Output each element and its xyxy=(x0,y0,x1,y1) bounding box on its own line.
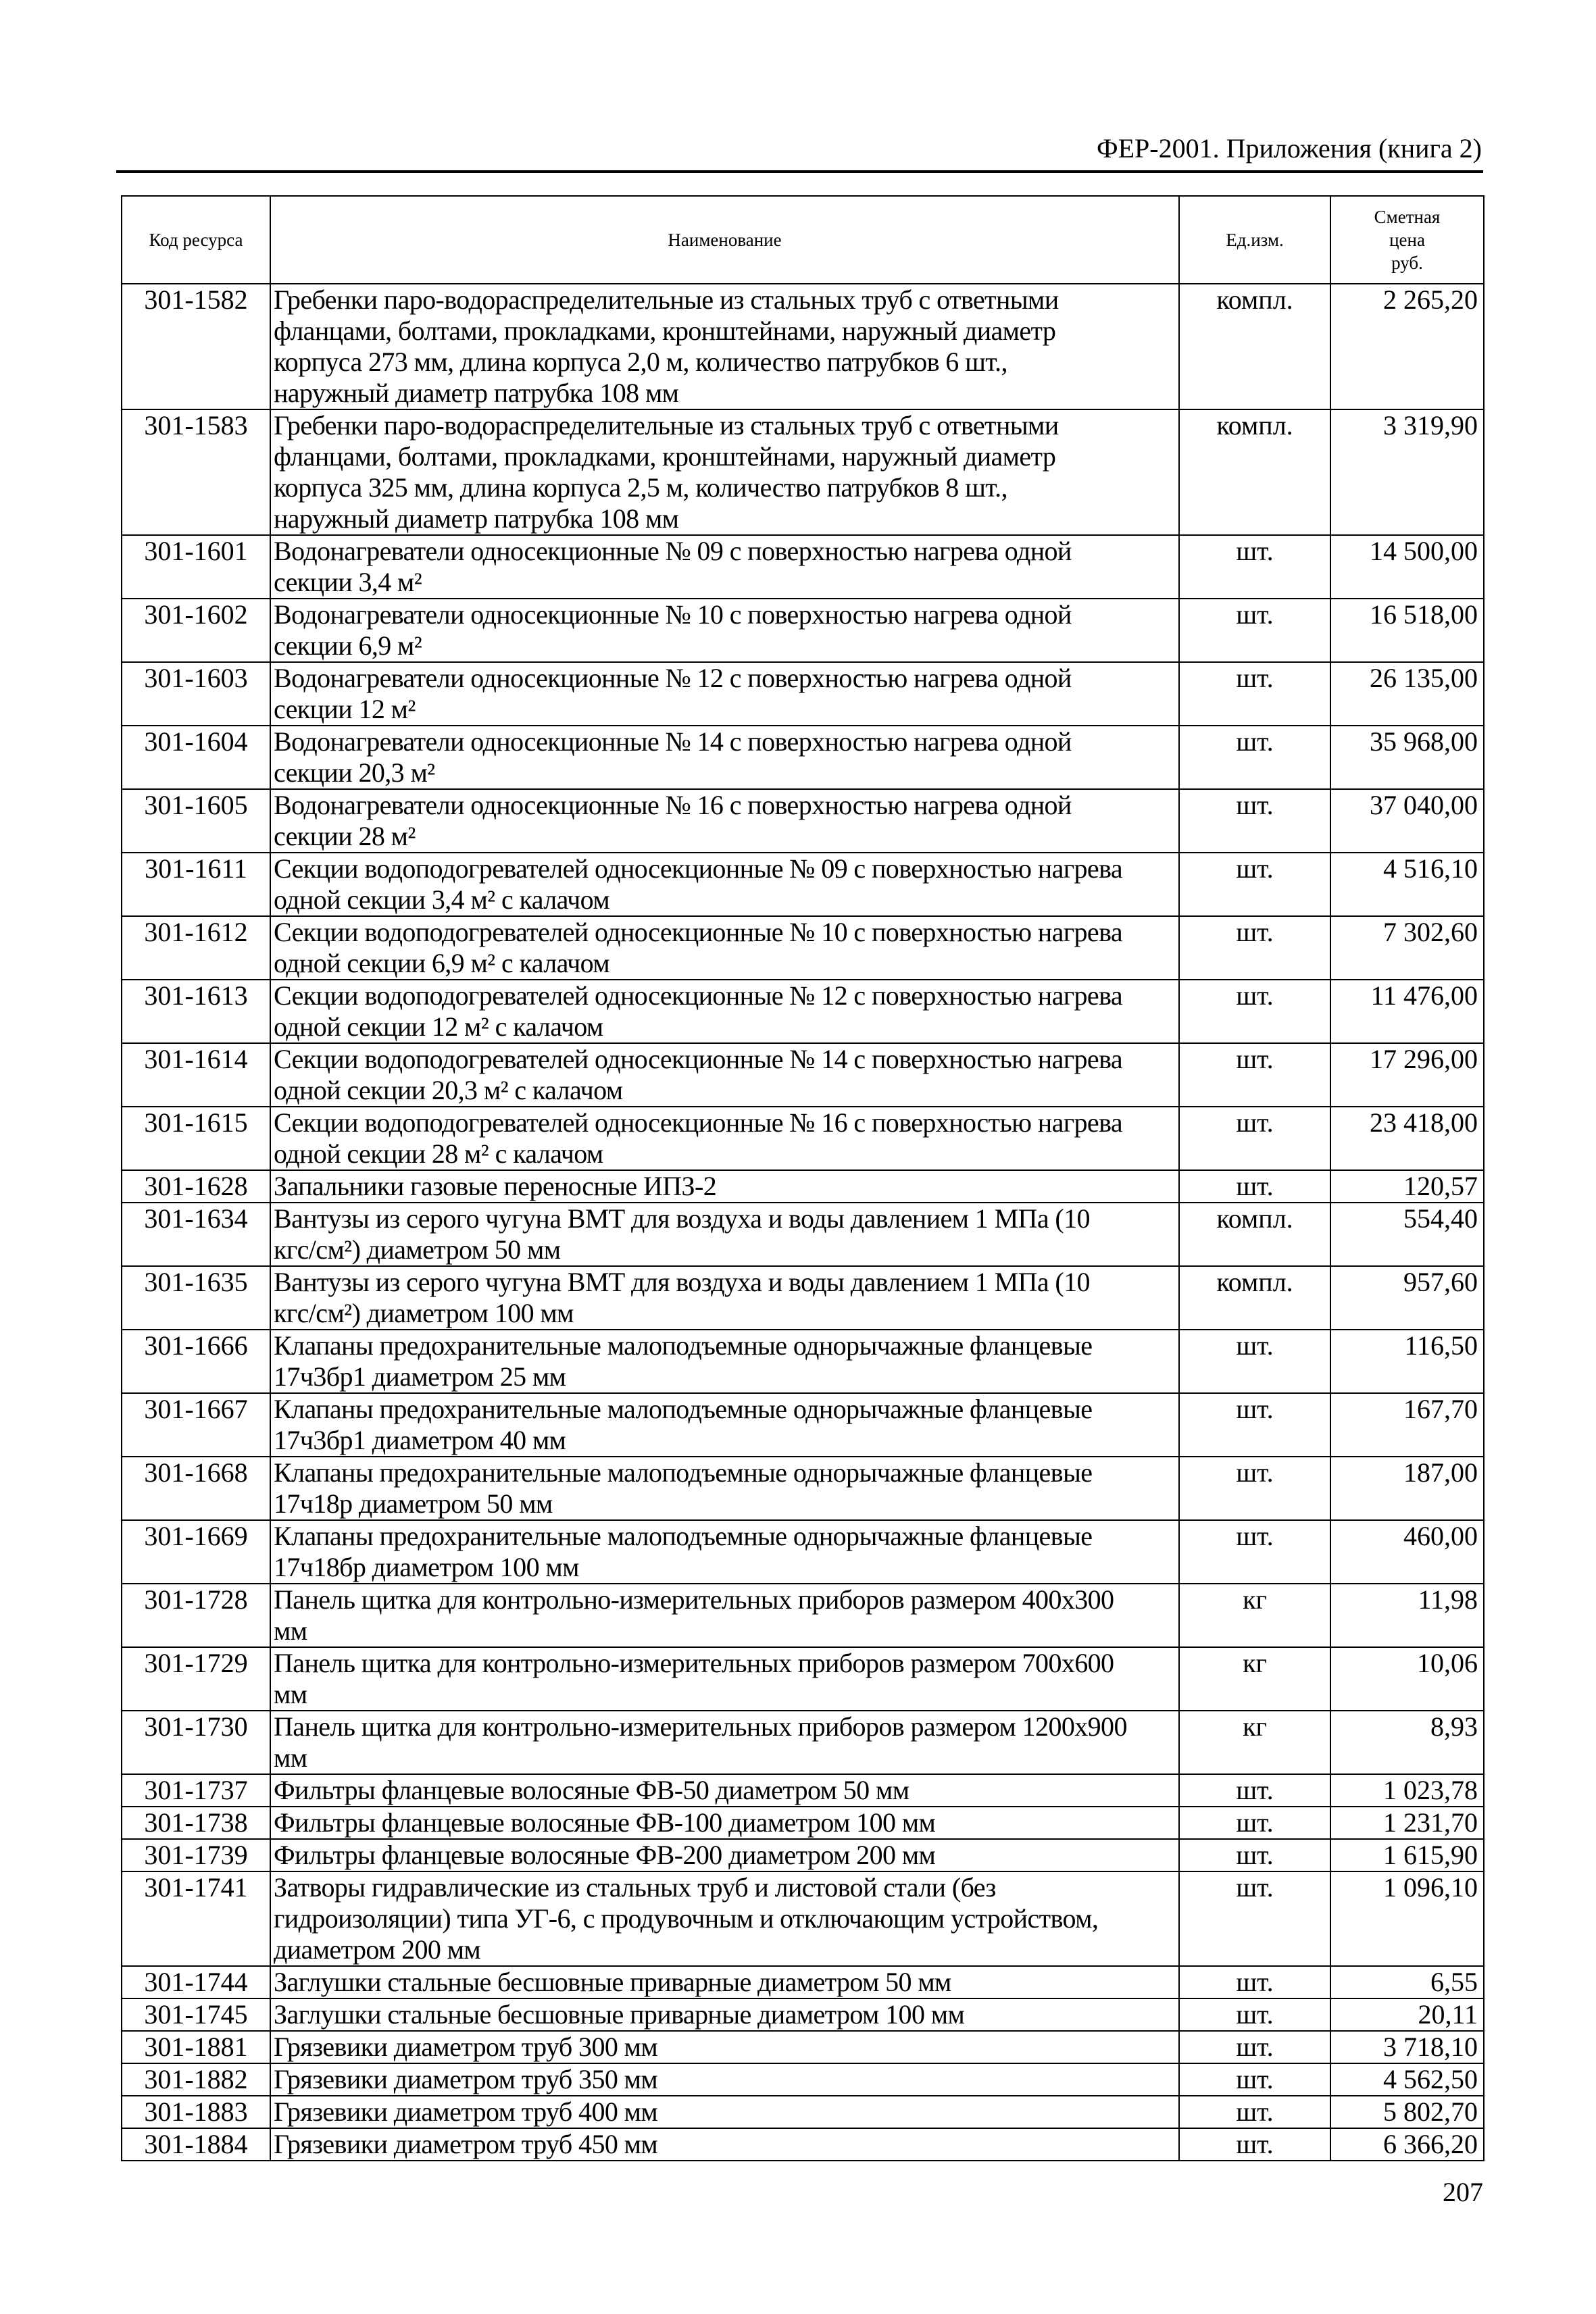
resource-name xyxy=(270,980,1179,1043)
price: 16 518,00 xyxy=(1330,599,1484,662)
name-line: секции 3,4 м² xyxy=(274,567,422,597)
resource-code: 301-1635 xyxy=(122,1266,270,1330)
table-row xyxy=(122,284,1484,409)
unit: шт. xyxy=(1179,789,1330,853)
unit: шт. xyxy=(1179,2063,1330,2096)
price: 14 500,00 xyxy=(1330,535,1484,599)
name-line: Панель щитка для контрольно-измерительных приборов размером 400х300 xyxy=(274,1584,1114,1615)
name-line: Клапаны предохранительные малоподъемные однорычажные фланцевые xyxy=(274,1394,1093,1424)
table-row xyxy=(122,1393,1484,1457)
unit: компл. xyxy=(1179,1266,1330,1330)
name-line: кгс/см²) диаметром 100 мм xyxy=(274,1298,574,1328)
resource-name xyxy=(270,1393,1179,1457)
resource-code: 301-1611 xyxy=(122,853,270,916)
unit: компл. xyxy=(1179,409,1330,535)
name-line: секции 12 м² xyxy=(274,694,416,724)
name-line: 17ч3бр1 диаметром 40 мм xyxy=(274,1425,566,1455)
table-header-row xyxy=(122,196,1484,284)
resource-name xyxy=(270,1966,1179,1998)
name-line: Гребенки паро-водораспределительные из стальных труб с ответными xyxy=(274,284,1059,315)
unit: компл. xyxy=(1179,284,1330,409)
resource-code: 301-1729 xyxy=(122,1647,270,1711)
name-line: одной секции 6,9 м² с калачом xyxy=(274,948,610,978)
table-row xyxy=(122,535,1484,599)
name-line: Грязевики диаметром труб 350 мм xyxy=(274,2064,658,2094)
resource-name xyxy=(270,1043,1179,1107)
unit: шт. xyxy=(1179,1774,1330,1807)
resource-code: 301-1739 xyxy=(122,1839,270,1871)
unit: компл. xyxy=(1179,1203,1330,1266)
resource-code: 301-1605 xyxy=(122,789,270,853)
resource-name xyxy=(270,1774,1179,1807)
name-line: 17ч18бр диаметром 100 мм xyxy=(274,1552,579,1582)
price-header-line: руб. xyxy=(1391,253,1423,273)
price: 10,06 xyxy=(1330,1647,1484,1711)
table-row xyxy=(122,1330,1484,1393)
table-row xyxy=(122,1998,1484,2031)
resource-name xyxy=(270,535,1179,599)
resource-code: 301-1604 xyxy=(122,726,270,789)
resource-code: 301-1628 xyxy=(122,1170,270,1203)
name-line: одной секции 28 м² с калачом xyxy=(274,1138,603,1169)
resource-code: 301-1666 xyxy=(122,1330,270,1393)
price: 26 135,00 xyxy=(1330,662,1484,726)
resource-name xyxy=(270,409,1179,535)
unit: шт. xyxy=(1179,1393,1330,1457)
price: 11,98 xyxy=(1330,1584,1484,1647)
table-row xyxy=(122,789,1484,853)
resource-code: 301-1881 xyxy=(122,2031,270,2063)
resource-code: 301-1583 xyxy=(122,409,270,535)
name-line: мм xyxy=(274,1742,307,1773)
unit: кг xyxy=(1179,1647,1330,1711)
resource-name xyxy=(270,1998,1179,2031)
resource-name xyxy=(270,1584,1179,1647)
table-row xyxy=(122,1871,1484,1966)
table-row xyxy=(122,1520,1484,1584)
unit: шт. xyxy=(1179,1330,1330,1393)
price: 2 265,20 xyxy=(1330,284,1484,409)
unit: шт. xyxy=(1179,726,1330,789)
resource-code: 301-1669 xyxy=(122,1520,270,1584)
resource-name xyxy=(270,2128,1179,2161)
price: 3 319,90 xyxy=(1330,409,1484,535)
name-line: Секции водоподогревателей односекционные № 14 с поверхностью нагрева xyxy=(274,1044,1122,1074)
resource-code: 301-1728 xyxy=(122,1584,270,1647)
resource-code: 301-1745 xyxy=(122,1998,270,2031)
name-line: Секции водоподогревателей односекционные № 16 с поверхностью нагрева xyxy=(274,1107,1122,1138)
price: 1 023,78 xyxy=(1330,1774,1484,1807)
column-header-name: Наименование xyxy=(270,196,1179,284)
table-row xyxy=(122,1839,1484,1871)
table-row xyxy=(122,1774,1484,1807)
resource-code: 301-1668 xyxy=(122,1457,270,1520)
price: 6 366,20 xyxy=(1330,2128,1484,2161)
name-line: наружный диаметр патрубка 108 мм xyxy=(274,503,679,534)
table-row xyxy=(122,1457,1484,1520)
price: 167,70 xyxy=(1330,1393,1484,1457)
name-line: Вантузы из серого чугуна ВМТ для воздуха и воды давлением 1 МПа (10 xyxy=(274,1267,1090,1297)
resource-code: 301-1884 xyxy=(122,2128,270,2161)
resource-code: 301-1883 xyxy=(122,2096,270,2128)
unit: шт. xyxy=(1179,1520,1330,1584)
name-line: Водонагреватели односекционные № 14 с поверхностью нагрева одной xyxy=(274,726,1072,757)
name-line: Затворы гидравлические из стальных труб и листовой стали (без xyxy=(274,1872,996,1903)
name-line: Водонагреватели односекционные № 09 с поверхностью нагрева одной xyxy=(274,536,1072,566)
table-row xyxy=(122,853,1484,916)
price: 20,11 xyxy=(1330,1998,1484,2031)
resource-name xyxy=(270,1711,1179,1774)
price: 35 968,00 xyxy=(1330,726,1484,789)
resource-name xyxy=(270,1203,1179,1266)
unit: шт. xyxy=(1179,1107,1330,1170)
name-line: мм xyxy=(274,1679,307,1709)
resource-code: 301-1601 xyxy=(122,535,270,599)
price: 11 476,00 xyxy=(1330,980,1484,1043)
name-line: Клапаны предохранительные малоподъемные однорычажные фланцевые xyxy=(274,1521,1093,1551)
unit: шт. xyxy=(1179,1998,1330,2031)
resource-name xyxy=(270,599,1179,662)
resource-code: 301-1612 xyxy=(122,916,270,980)
unit: шт. xyxy=(1179,1457,1330,1520)
name-line: диаметром 200 мм xyxy=(274,1934,481,1965)
name-line: корпуса 325 мм, длина корпуса 2,5 м, количество патрубков 8 шт., xyxy=(274,472,1007,503)
unit: шт. xyxy=(1179,535,1330,599)
running-header: ФЕР-2001. Приложения (книга 2) xyxy=(1097,133,1482,164)
name-line: корпуса 273 мм, длина корпуса 2,0 м, количество патрубков 6 шт., xyxy=(274,347,1007,377)
table-row xyxy=(122,2096,1484,2128)
price: 3 718,10 xyxy=(1330,2031,1484,2063)
resource-name xyxy=(270,1871,1179,1966)
unit: шт. xyxy=(1179,2128,1330,2161)
resource-name xyxy=(270,1520,1179,1584)
name-line: Панель щитка для контрольно-измерительных приборов размером 1200х900 xyxy=(274,1711,1127,1742)
name-line: одной секции 3,4 м² с калачом xyxy=(274,884,610,915)
name-line: Секции водоподогревателей односекционные № 10 с поверхностью нагрева xyxy=(274,917,1122,947)
resource-name xyxy=(270,284,1179,409)
resource-name xyxy=(270,726,1179,789)
name-line: секции 6,9 м² xyxy=(274,630,422,661)
name-line: Панель щитка для контрольно-измерительных приборов размером 700х600 xyxy=(274,1648,1114,1678)
column-header-price xyxy=(1330,196,1484,284)
table-row xyxy=(122,916,1484,980)
price-header-line: Сметная xyxy=(1374,207,1441,227)
page-body xyxy=(121,0,1483,2209)
price: 957,60 xyxy=(1330,1266,1484,1330)
price: 4 516,10 xyxy=(1330,853,1484,916)
unit: шт. xyxy=(1179,1839,1330,1871)
name-line: Водонагреватели односекционные № 16 с поверхностью нагрева одной xyxy=(274,790,1072,820)
name-line: Клапаны предохранительные малоподъемные однорычажные фланцевые xyxy=(274,1457,1093,1488)
price: 120,57 xyxy=(1330,1170,1484,1203)
price: 187,00 xyxy=(1330,1457,1484,1520)
page-number: 207 xyxy=(1443,2177,1483,2207)
price: 23 418,00 xyxy=(1330,1107,1484,1170)
price: 554,40 xyxy=(1330,1203,1484,1266)
resource-code: 301-1741 xyxy=(122,1871,270,1966)
name-line: Фильтры фланцевые волосяные ФВ-200 диаметром 200 мм xyxy=(274,1840,936,1870)
name-line: одной секции 20,3 м² с калачом xyxy=(274,1075,623,1105)
name-line: Грязевики диаметром труб 300 мм xyxy=(274,2032,658,2062)
resource-name xyxy=(270,789,1179,853)
name-line: Секции водоподогревателей односекционные № 12 с поверхностью нагрева xyxy=(274,980,1122,1011)
name-line: Фильтры фланцевые волосяные ФВ-100 диаметром 100 мм xyxy=(274,1807,936,1838)
name-line: Секции водоподогревателей односекционные № 09 с поверхностью нагрева xyxy=(274,853,1122,884)
resource-code: 301-1613 xyxy=(122,980,270,1043)
name-line: Клапаны предохранительные малоподъемные однорычажные фланцевые xyxy=(274,1330,1093,1361)
name-line: Вантузы из серого чугуна ВМТ для воздуха и воды давлением 1 МПа (10 xyxy=(274,1203,1090,1234)
resource-name xyxy=(270,1647,1179,1711)
price: 6,55 xyxy=(1330,1966,1484,1998)
resource-code: 301-1582 xyxy=(122,284,270,409)
price: 37 040,00 xyxy=(1330,789,1484,853)
unit: шт. xyxy=(1179,2096,1330,2128)
resource-name xyxy=(270,2031,1179,2063)
name-line: Заглушки стальные бесшовные приварные диаметром 50 мм xyxy=(274,1967,951,1997)
name-line: секции 20,3 м² xyxy=(274,757,435,788)
resource-name xyxy=(270,1107,1179,1170)
table-row xyxy=(122,1203,1484,1266)
resource-name xyxy=(270,1839,1179,1871)
unit: кг xyxy=(1179,1711,1330,1774)
table-row xyxy=(122,1170,1484,1203)
name-line: одной секции 12 м² с калачом xyxy=(274,1011,603,1042)
name-line: секции 28 м² xyxy=(274,821,416,851)
resource-name xyxy=(270,1807,1179,1839)
name-line: мм xyxy=(274,1615,307,1646)
resource-name xyxy=(270,1330,1179,1393)
price: 1 615,90 xyxy=(1330,1839,1484,1871)
name-line: Заглушки стальные бесшовные приварные диаметром 100 мм xyxy=(274,1999,965,2030)
name-line: 17ч18р диаметром 50 мм xyxy=(274,1488,553,1519)
resource-code: 301-1634 xyxy=(122,1203,270,1266)
resource-name xyxy=(270,2096,1179,2128)
unit: кг xyxy=(1179,1584,1330,1647)
name-line: Водонагреватели односекционные № 12 с поверхностью нагрева одной xyxy=(274,663,1072,693)
unit: шт. xyxy=(1179,1807,1330,1839)
unit: шт. xyxy=(1179,2031,1330,2063)
name-line: Фильтры фланцевые волосяные ФВ-50 диаметром 50 мм xyxy=(274,1775,909,1805)
resource-code: 301-1730 xyxy=(122,1711,270,1774)
resource-code: 301-1744 xyxy=(122,1966,270,1998)
unit: шт. xyxy=(1179,980,1330,1043)
name-line: Грязевики диаметром труб 400 мм xyxy=(274,2096,658,2127)
name-line: Запальники газовые переносные ИПЗ-2 xyxy=(274,1171,717,1201)
price: 460,00 xyxy=(1330,1520,1484,1584)
resource-name xyxy=(270,2063,1179,2096)
resource-code: 301-1882 xyxy=(122,2063,270,2096)
table-row xyxy=(122,1043,1484,1107)
unit: шт. xyxy=(1179,853,1330,916)
name-line: фланцами, болтами, прокладками, кронштейнами, наружный диаметр xyxy=(274,441,1056,472)
table-row xyxy=(122,1647,1484,1711)
name-line: наружный диаметр патрубка 108 мм xyxy=(274,378,679,408)
price: 1 096,10 xyxy=(1330,1871,1484,1966)
price: 8,93 xyxy=(1330,1711,1484,1774)
unit: шт. xyxy=(1179,662,1330,726)
name-line: гидроизоляции) типа УГ-6, с продувочным и отключающим устройством, xyxy=(274,1903,1099,1934)
unit: шт. xyxy=(1179,916,1330,980)
table-row xyxy=(122,1711,1484,1774)
name-line: Грязевики диаметром труб 450 мм xyxy=(274,2129,658,2159)
resource-price-table xyxy=(121,195,1485,2161)
price-header-line: цена xyxy=(1389,230,1425,250)
price: 116,50 xyxy=(1330,1330,1484,1393)
table-row xyxy=(122,1807,1484,1839)
table-row xyxy=(122,2128,1484,2161)
price: 4 562,50 xyxy=(1330,2063,1484,2096)
unit: шт. xyxy=(1179,1871,1330,1966)
table-row xyxy=(122,1107,1484,1170)
table-row xyxy=(122,1266,1484,1330)
price: 7 302,60 xyxy=(1330,916,1484,980)
resource-code: 301-1614 xyxy=(122,1043,270,1107)
resource-name xyxy=(270,662,1179,726)
resource-code: 301-1737 xyxy=(122,1774,270,1807)
column-header-code: Код ресурса xyxy=(122,196,270,284)
table-row xyxy=(122,662,1484,726)
table-row xyxy=(122,1966,1484,1998)
unit: шт. xyxy=(1179,599,1330,662)
resource-code: 301-1615 xyxy=(122,1107,270,1170)
resource-name xyxy=(270,916,1179,980)
name-line: 17ч3бр1 диаметром 25 мм xyxy=(274,1361,566,1392)
unit: шт. xyxy=(1179,1170,1330,1203)
table-row xyxy=(122,2063,1484,2096)
resource-name xyxy=(270,1170,1179,1203)
table-row xyxy=(122,726,1484,789)
resource-name xyxy=(270,1457,1179,1520)
resource-code: 301-1667 xyxy=(122,1393,270,1457)
table-row xyxy=(122,599,1484,662)
resource-name xyxy=(270,853,1179,916)
unit: шт. xyxy=(1179,1966,1330,1998)
resource-code: 301-1738 xyxy=(122,1807,270,1839)
name-line: кгс/см²) диаметром 50 мм xyxy=(274,1234,561,1265)
table-row xyxy=(122,980,1484,1043)
table-row xyxy=(122,2031,1484,2063)
column-header-unit: Ед.изм. xyxy=(1179,196,1330,284)
unit: шт. xyxy=(1179,1043,1330,1107)
table-row xyxy=(122,409,1484,535)
name-line: фланцами, болтами, прокладками, кронштейнами, наружный диаметр xyxy=(274,316,1056,346)
resource-name xyxy=(270,1266,1179,1330)
name-line: Водонагреватели односекционные № 10 с поверхностью нагрева одной xyxy=(274,599,1072,630)
table-row xyxy=(122,1584,1484,1647)
price: 17 296,00 xyxy=(1330,1043,1484,1107)
resource-code: 301-1603 xyxy=(122,662,270,726)
name-line: Гребенки паро-водораспределительные из стальных труб с ответными xyxy=(274,410,1059,441)
price: 5 802,70 xyxy=(1330,2096,1484,2128)
resource-code: 301-1602 xyxy=(122,599,270,662)
price: 1 231,70 xyxy=(1330,1807,1484,1839)
